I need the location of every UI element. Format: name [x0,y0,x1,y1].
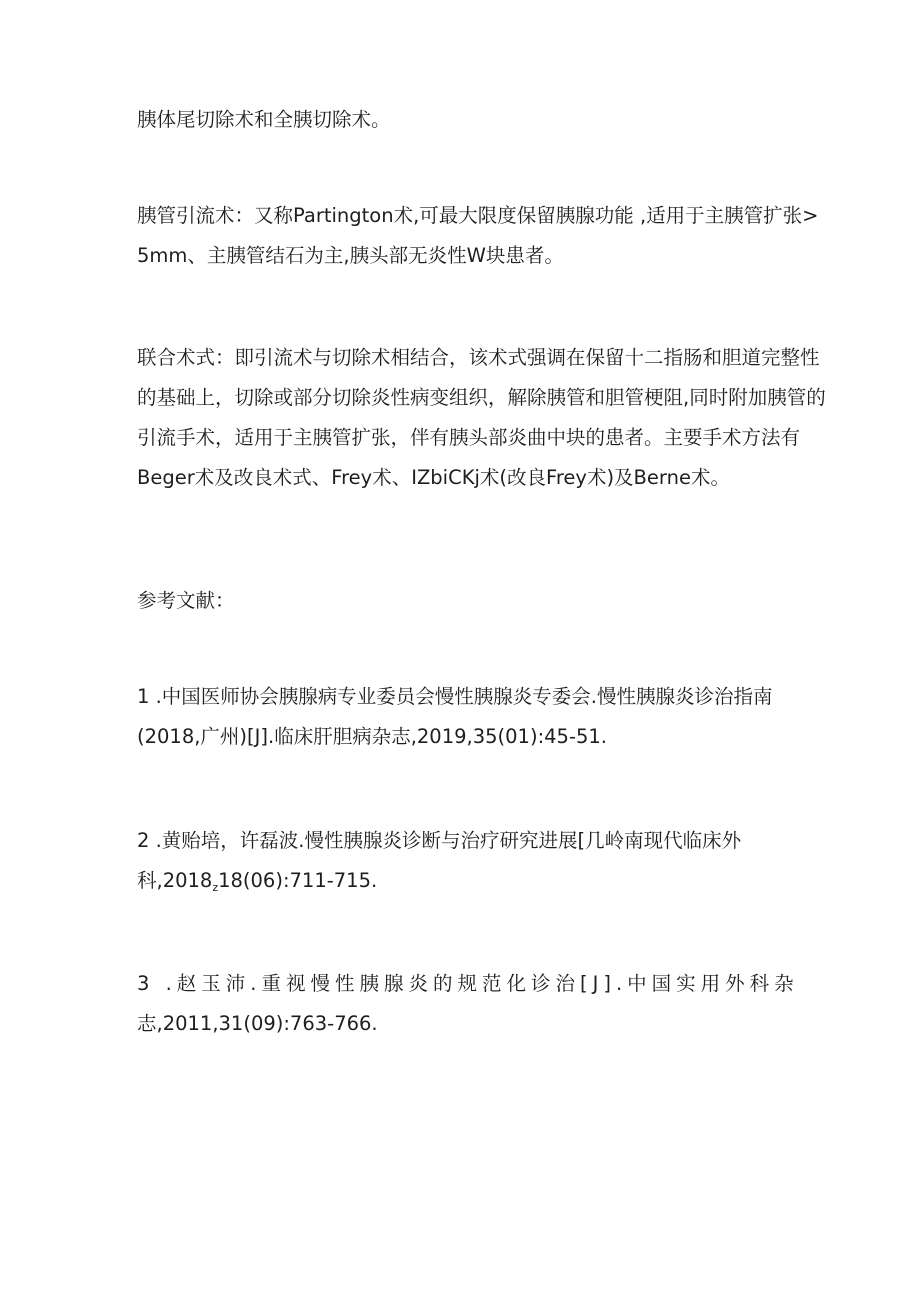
reference-line: 志,2011,31(09):763-766. [137,1012,378,1035]
reference-item-1 [137,677,787,757]
paragraph-line: Beger术及改良术式、Frey术、IZbiCKj术(改良Frey术)及Berne术。 [137,466,730,489]
references-heading [137,581,787,621]
paragraph-line: 的基础上，切除或部分切除炎性病变组织，解除胰管和胆管梗阻,同时附加胰管的 [137,386,826,409]
paragraph-pancreatectomy [137,100,787,140]
paragraph-line: 胰管引流术：又称Partington术,可最大限度保留胰腺功能 ,适用于主胰管扩张> [137,204,819,227]
paragraph-line: 引流手术，适用于主胰管扩张，伴有胰头部炎曲中块的患者。主要手术方法有 [137,426,801,449]
reference-text: 科,2018 [137,869,213,892]
paragraph-line: 联合术式：即引流术与切除术相结合，该术式强调在保留十二指肠和胆道完整性 [137,346,820,369]
reference-item-3 [137,964,799,1044]
subscript-mark: z [212,881,219,894]
reference-line: 1 .中国医师协会胰腺病专业委员会慢性胰腺炎专委会.慢性胰腺炎诊治指南 [137,685,773,708]
paragraph-drainage [137,196,819,276]
reference-line [137,861,787,901]
heading-text: 参考文献： [137,589,235,612]
paragraph-combined-surgery [137,338,826,498]
reference-item-2 [137,821,787,901]
paragraph-line: 胰体尾切除术和全胰切除术。 [137,108,391,131]
reference-line: 3 .赵玉沛.重视慢性胰腺炎的规范化诊治[J].中国实用外科杂 [137,972,799,995]
paragraph-line: 5mm、主胰管结石为主,胰头部无炎性W块患者。 [137,244,564,267]
reference-line: (2018,广州)[J].临床肝胆病杂志,2019,35(01):45-51. [137,725,607,748]
reference-line: 2 .黄贻培，许磊波.慢性胰腺炎诊断与治疗研究进展[几岭南现代临床外 [137,829,742,852]
reference-text: 18(06):711-715. [218,869,378,892]
